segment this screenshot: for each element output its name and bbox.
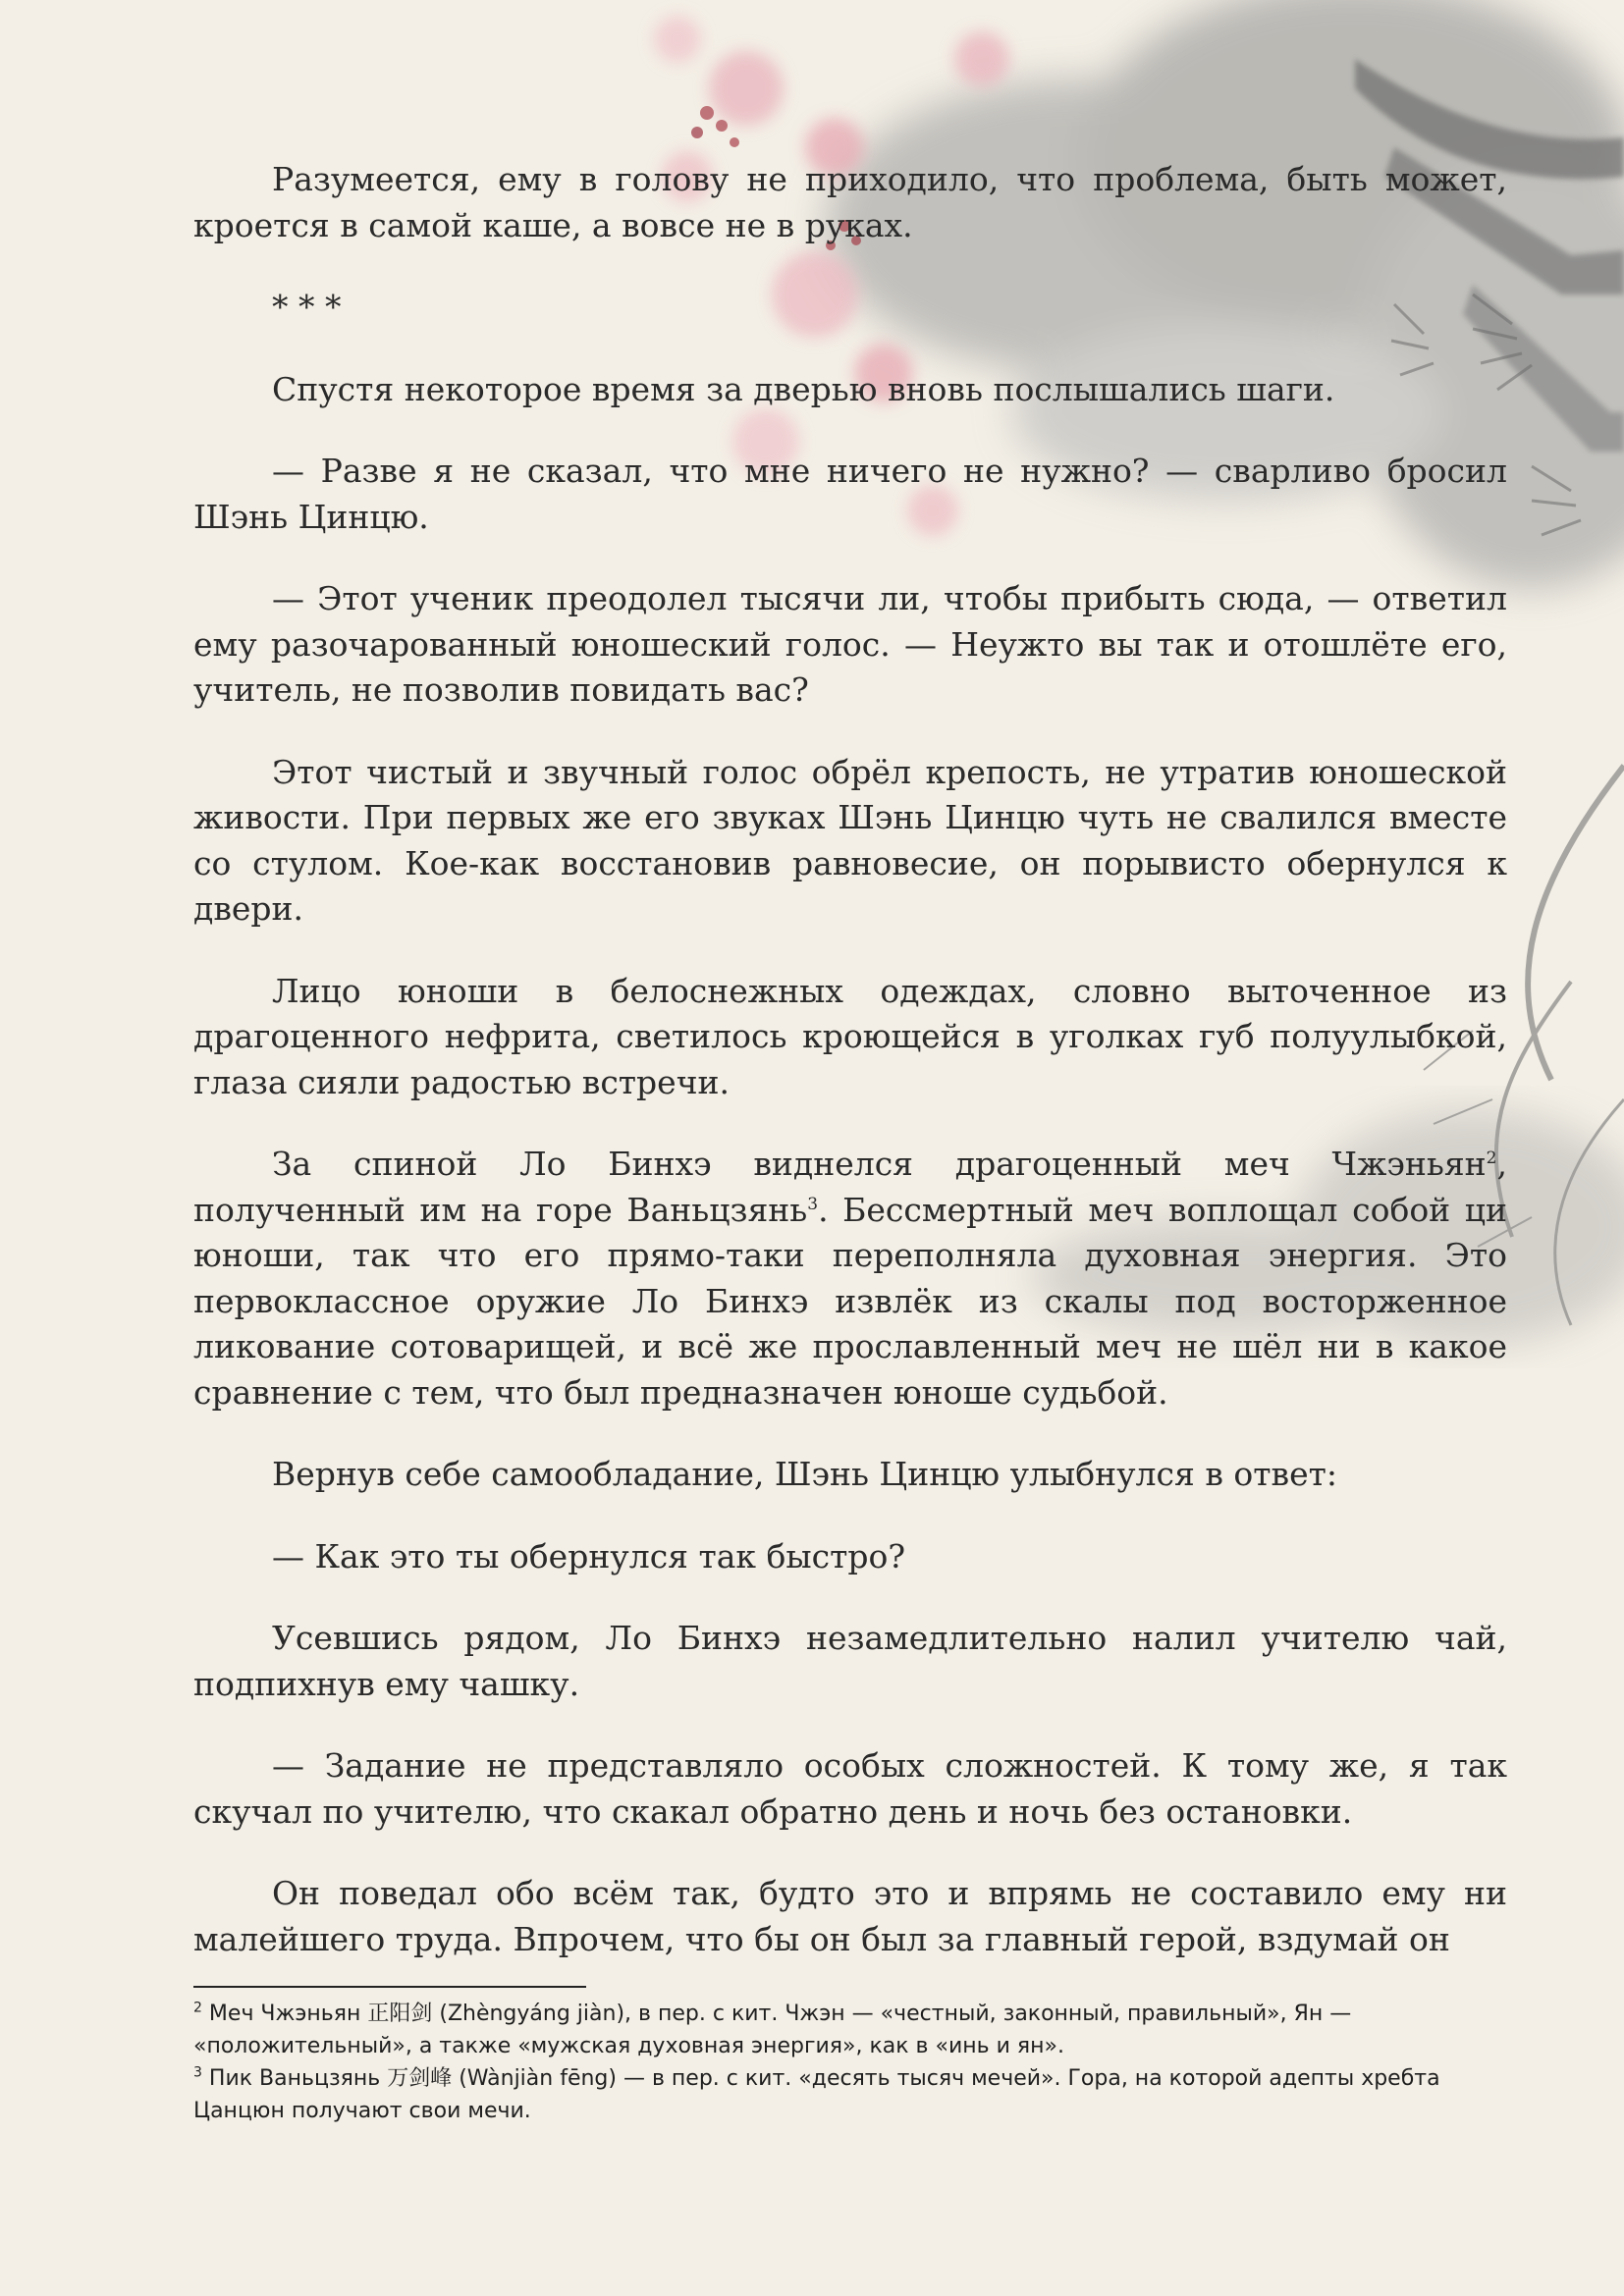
footnote xyxy=(193,1998,1507,2062)
footnote-ref[interactable]: 2 xyxy=(1486,1148,1497,1168)
text-span: , полученный им на горе Ваньцзянь xyxy=(193,1145,1507,1229)
text-span: За спиной Ло Бинхэ виднелся драгоценный меч Чжэньян xyxy=(272,1145,1487,1183)
paragraph: — Задание не представляло особых сложностей. К тому же, я так скучал по учителю, что скакал обратно день и ночь без остановки. xyxy=(193,1746,1507,1831)
paragraph: Разумеется, ему в голову не приходило, что проблема, быть может, кроется в самой каше, а вовсе не в руках. xyxy=(193,160,1507,244)
paragraph: Спустя некоторое время за дверью вновь послышались шаги. xyxy=(272,369,1335,408)
footnote-text: Пик Ваньцзянь 万剑峰 (Wànjiàn fēng) — в пер. с кит. «десять тысяч мечей». Гора, на которой адепты хребта Цанцюн получают свои мечи. xyxy=(193,2066,1440,2123)
body-text xyxy=(193,157,1507,1999)
paragraph: Он поведал обо всём так, будто это и впрямь не составило ему ни малейшего труда. Впрочем, что бы он был за главный герой, вздумай он xyxy=(193,1874,1507,1958)
paragraph: — Разве я не сказал, что мне ничего не нужно? — сварливо бросил Шэнь Цинцю. xyxy=(193,452,1507,536)
footnote-number: 3 xyxy=(193,2064,202,2081)
footnote-separator xyxy=(193,1986,586,1988)
paragraph: Этот чистый и звучный голос обрёл крепость, не утратив юношеской живости. При первых же его звуках Шэнь Цинцю чуть не свалился вместе со стулом. Кое-как восстановив равновесие, он порывисто обернулся к двери. xyxy=(193,752,1507,928)
paragraph: Лицо юноши в белоснежных одеждах, словно выточенное из драгоценного нефрита, светилось кроющейся в уголках губ полуулыбкой, глаза сияли радостью встречи. xyxy=(193,971,1507,1101)
footnote-number: 2 xyxy=(193,2000,202,2016)
scene-break: * * * xyxy=(272,288,342,326)
paragraph: — Этот ученик преодолел тысячи ли, чтобы прибыть сюда, — ответил ему разочарованный юношеский голос. — Неужто вы так и отошлёте его, учитель, не позволив повидать вас? xyxy=(193,579,1507,709)
paragraph: — Как это ты обернулся так быстро? xyxy=(272,1536,906,1575)
paragraph: Усевшись рядом, Ло Бинхэ незамедлительно налил учителю чай, подпихнув ему чашку. xyxy=(193,1619,1507,1703)
footnote-text: Меч Чжэньян 正阳剑 (Zhèngyáng jiàn), в пер. с кит. Чжэн — «честный, законный, правильный», Ян — «положительный», а также «мужская духовная энергия», как в «инь и ян». xyxy=(193,2002,1352,2058)
paragraph-with-footnotes xyxy=(193,1142,1507,1415)
text-span: . Бессмертный меч воплощал собой ци юноши, так что его прямо-таки переполняла духовная энергия. Это первоклассное оружие Ло Бинхэ извлёк из скалы под восторженное ликование сотоварищей, и всё же прославленный меч не шёл ни в какое сравнение с тем, что был предназначен юноше судьбой. xyxy=(193,1190,1507,1412)
footnotes xyxy=(193,1998,1507,2127)
footnote-ref[interactable]: 3 xyxy=(807,1194,819,1214)
footnote xyxy=(193,2062,1507,2127)
paragraph: Вернув себе самообладание, Шэнь Цинцю улыбнулся в ответ: xyxy=(272,1455,1337,1493)
